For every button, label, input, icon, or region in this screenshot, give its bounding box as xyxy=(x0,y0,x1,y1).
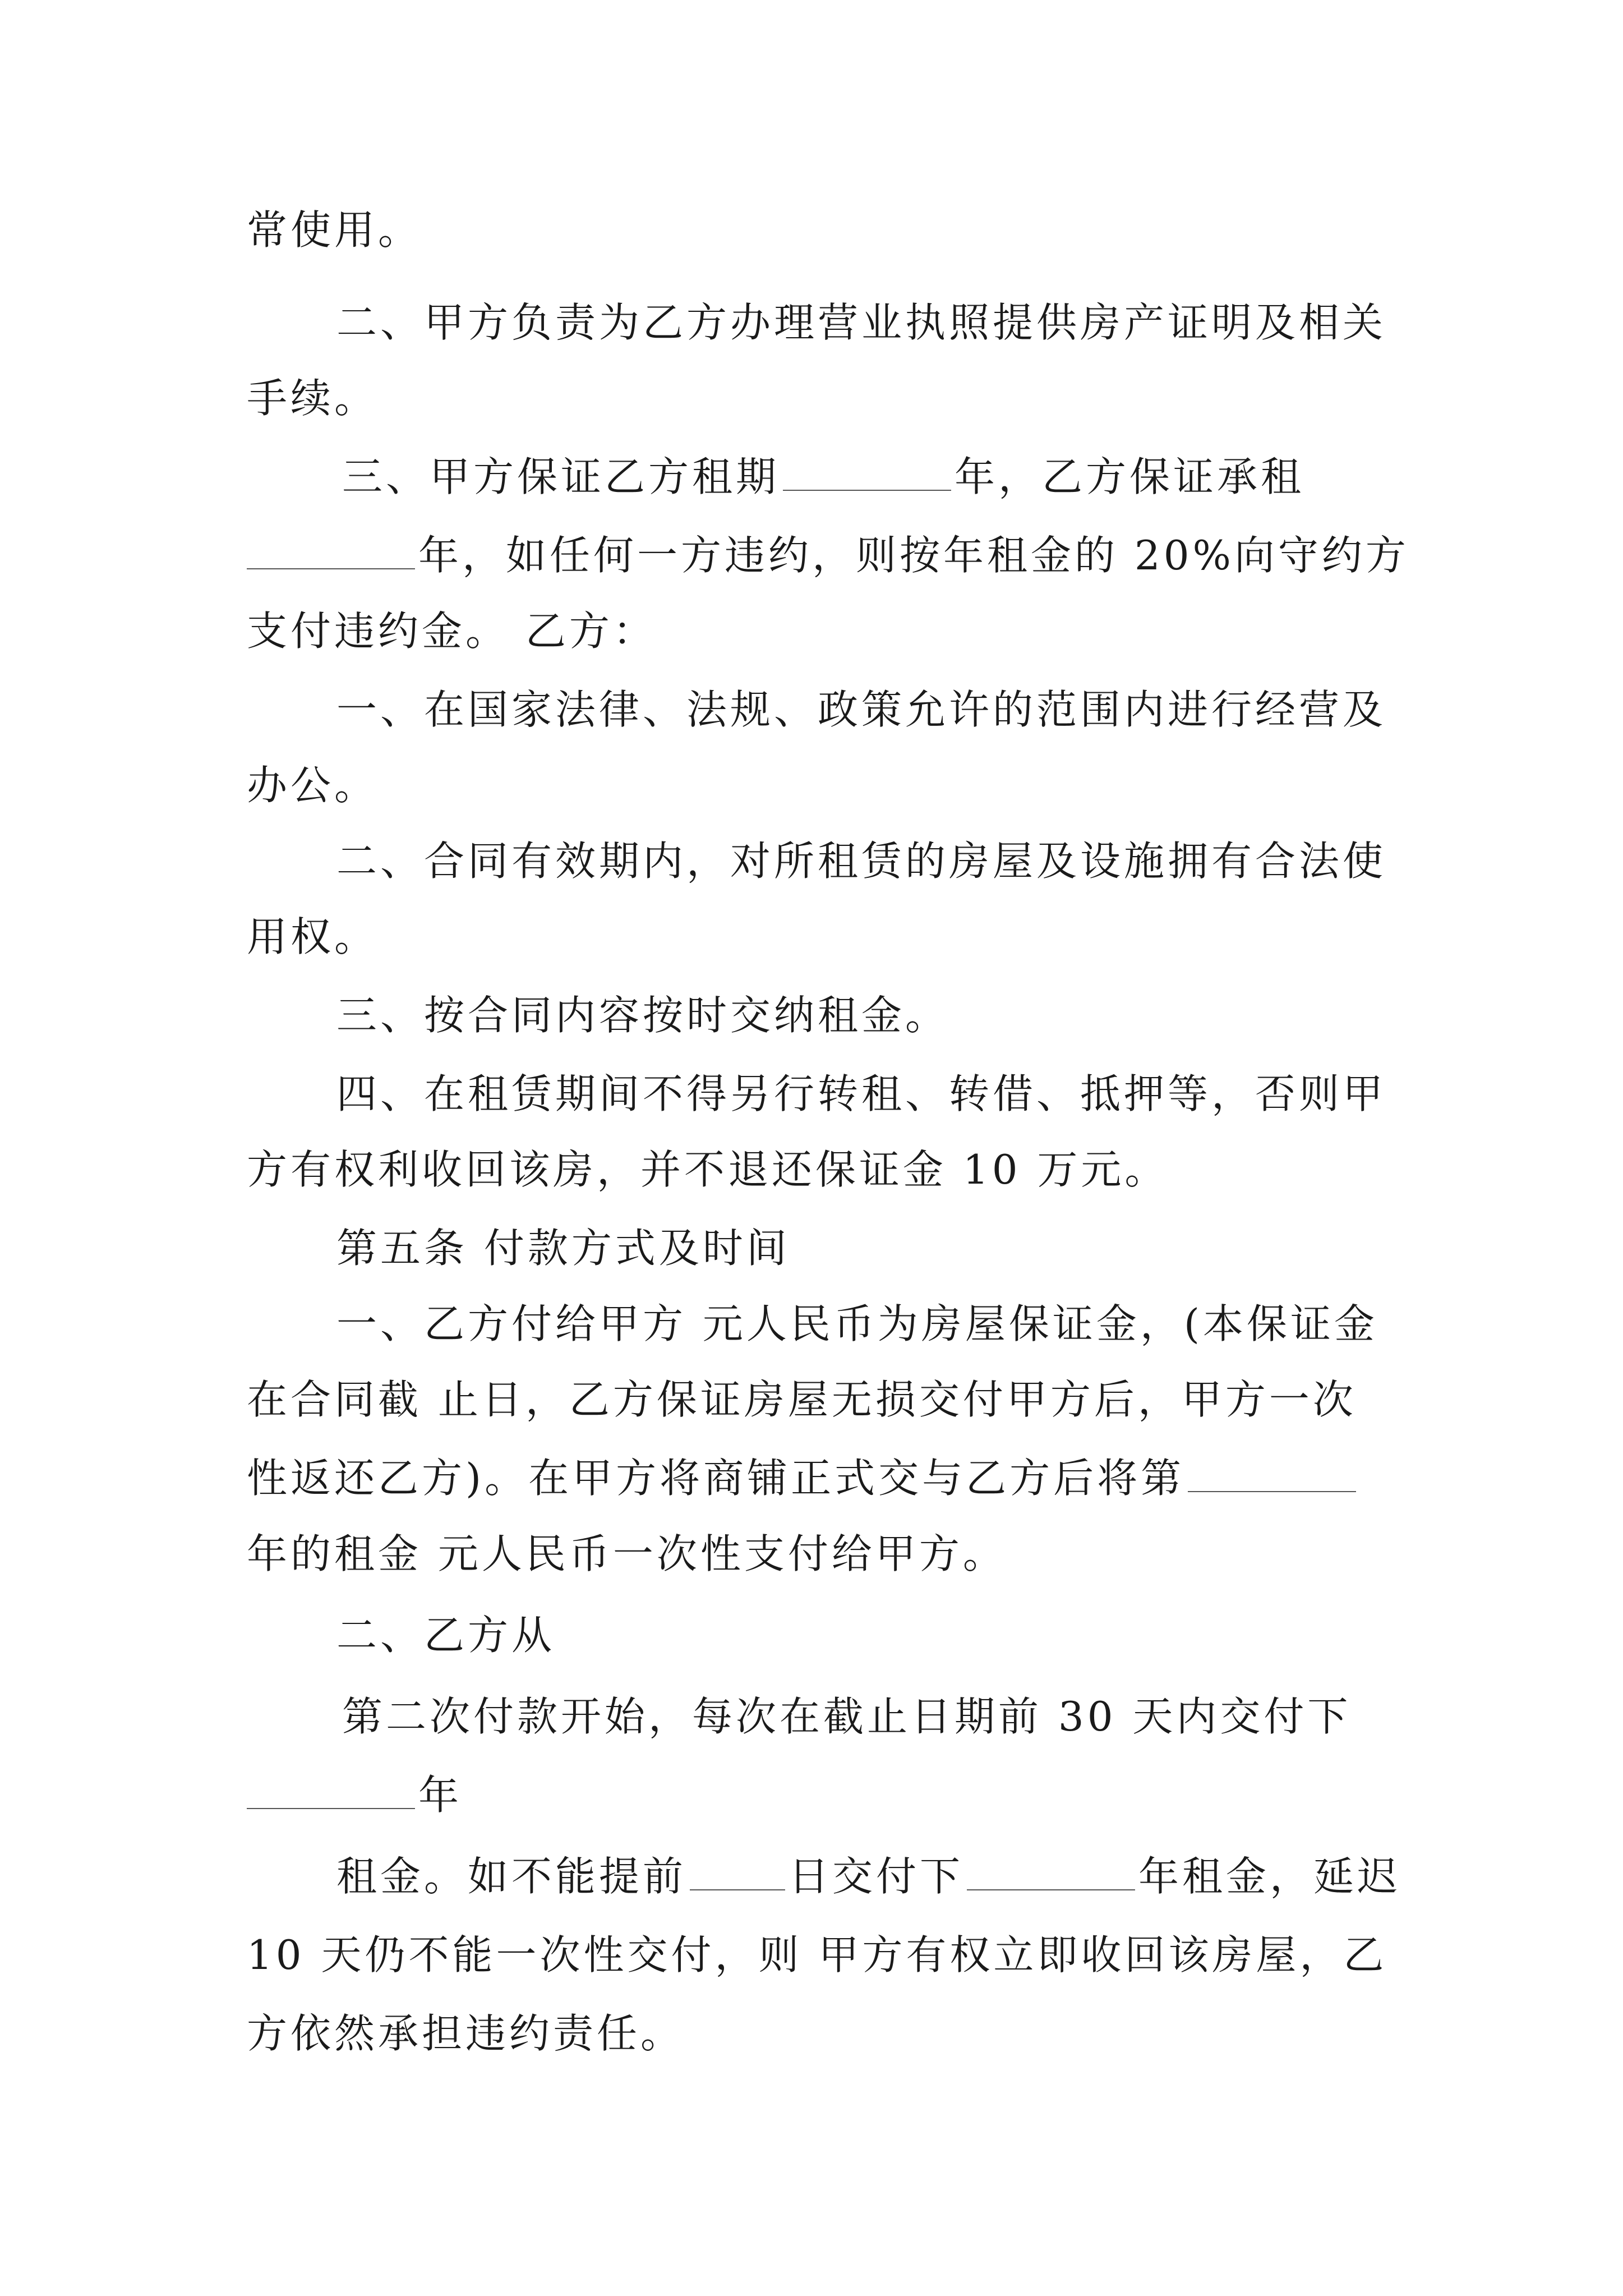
text-segment: 三、甲方保证乙方租期 xyxy=(342,453,780,500)
fill-in-blank xyxy=(967,1855,1135,1890)
text-line: 方依然承担违约责任。 xyxy=(247,2010,685,2057)
text-line xyxy=(247,1447,1359,1509)
text-line xyxy=(336,1846,1401,1907)
text-line: 四、在租赁期间不得另行转租、转借、抵押等，否则甲 xyxy=(336,1070,1387,1117)
fill-in-blank xyxy=(247,533,415,569)
text-segment: 年，乙方保证承租 xyxy=(955,453,1305,500)
fill-in-blank xyxy=(783,455,951,491)
text-line: 二、乙方从 xyxy=(336,1612,556,1659)
text-segment: 年，如任何一方违约，则按年租金的 20%向守约方 xyxy=(418,532,1409,579)
fill-in-blank xyxy=(1188,1456,1356,1492)
text-line xyxy=(247,524,1409,586)
fill-in-blank xyxy=(690,1855,785,1890)
text-line: 一、乙方付给甲方 元人民币为房屋保证金，(本保证金 xyxy=(336,1300,1378,1347)
text-segment: 租金。如不能提前 xyxy=(336,1853,687,1900)
text-line: 二、合同有效期内，对所租赁的房屋及设施拥有合法使 xyxy=(336,838,1387,885)
text-line: 常使用。 xyxy=(247,206,422,254)
text-line: 在合同截 止日，乙方保证房屋无损交付甲方后，甲方一次 xyxy=(247,1376,1357,1423)
text-line: 一、在国家法律、法规、政策允许的范围内进行经营及 xyxy=(336,686,1387,733)
fill-in-blank xyxy=(247,1773,415,1809)
text-line: 年的租金 元人民币一次性支付给甲方。 xyxy=(247,1530,1007,1577)
text-line xyxy=(247,1764,462,1826)
text-line: 10 天仍不能一次性交付，则 甲方有权立即收回该房屋，乙 xyxy=(247,1931,1387,1978)
section-heading: 第五条 付款方式及时间 xyxy=(336,1225,790,1272)
text-line xyxy=(342,446,1304,508)
text-segment: 日交付下 xyxy=(789,1853,964,1900)
text-line: 手续。 xyxy=(247,375,379,422)
text-line: 方有权利收回该房，并不退还保证金 10 万元。 xyxy=(247,1146,1169,1193)
text-line: 用权。 xyxy=(247,913,379,960)
text-line: 三、按合同内容按时交纳租金。 xyxy=(336,992,949,1039)
text-segment: 性返还乙方)。在甲方将商铺正式交与乙方后将第 xyxy=(247,1455,1185,1502)
text-line: 二、甲方负责为乙方办理营业执照提供房产证明及相关 xyxy=(336,299,1387,346)
text-segment: 年租金，延迟 xyxy=(1138,1853,1401,1900)
text-line: 办公。 xyxy=(247,762,379,809)
text-line: 第二次付款开始，每次在截止日期前 30 天内交付下 xyxy=(342,1693,1352,1740)
text-segment: 年 xyxy=(418,1772,463,1819)
text-line: 支付违约金。 乙方： xyxy=(247,608,657,655)
